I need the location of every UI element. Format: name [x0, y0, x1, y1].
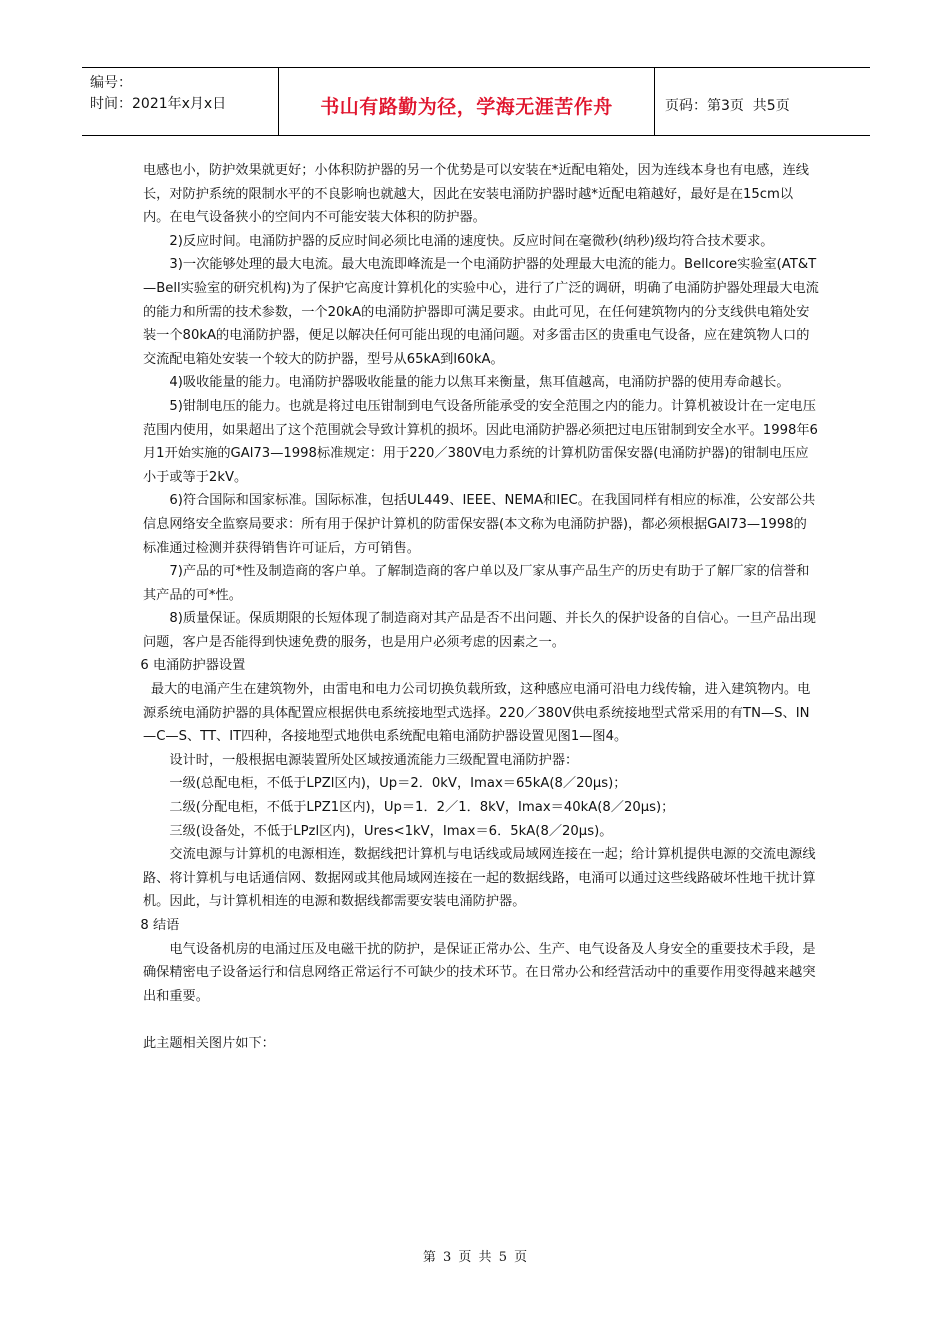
header-slogan: 书山有路勤为径，学海无涯苦作舟 [320, 96, 613, 118]
paragraph-design-intro: 设计时，一般根据电源装置所处区域按通流能力三级配置电涌防护器： [169, 752, 579, 768]
page-footer: 第 3 页 共 5 页 [422, 1250, 528, 1265]
header-page-number: 页码：第3页 共5页 [665, 98, 790, 114]
paragraph-surge-origin: 最大的电涌产生在建筑物外，由雷电和电力公司切换负载所致，这种感应电涌可沿电力线传输，进入建筑物内。电源系统电涌防护器的具体配置应根据供电系统接地型式选择。220／380V供电系统接地型式常采用的有TN—S、IN—C—S、TT、IT四种，各接地型式地供电系统配电箱电涌防护器设置见图1—图4。 [143, 682, 811, 745]
paragraph-response-time: 2)反应时间。电涌防护器的反应时间必须比电涌的速度快。反应时间在毫微秒(纳秒)级均符合技术要求。 [169, 233, 774, 249]
paragraph-data-lines: 交流电源与计算机的电源相连，数据线把计算机与电话线或局域网连接在一起；给计算机提供电源的交流电源线路、将计算机与电话通信网、数据网或其他局域网连接在一起的数据线路，电涌可以通过这些线路破坏性地干扰计算机。因此，与计算机相连的电源和数据线都需要安装电涌防护器。 [143, 847, 816, 910]
paragraph-conclusion: 电气设备机房的电涌过压及电磁干扰的防护，是保证正常办公、生产、电气设备及人身安全的重要技术手段，是确保精密电子设备运行和信息网络正常运行不可缺少的技术环节。在日常办公和经营活动中的重要作用变得越来越突出和重要。 [143, 941, 816, 1004]
page-header [82, 67, 870, 136]
section-heading-6: 6 电涌防护器设置 [140, 658, 246, 674]
section-heading-8: 8 结语 [140, 918, 180, 933]
paragraph-warranty: 8)质量保证。保质期限的长短体现了制造商对其产品是否不出问题、并长久的保护设备的自信心。一旦产品出现问题，客户是否能得到快速免费的服务，也是用户必须考虑的因素之一。 [143, 611, 816, 650]
list-item-level-1: 一级(总配电柜，不低于LPZl区内)，Up＝2．0kV，Imax＝65kA(8／20μs)； [169, 776, 627, 792]
list-item-level-2: 二级(分配电柜，不低于LPZ1区内)，Up＝1．2／1．8kV，Imax＝40kA(8／20μs)； [169, 800, 675, 816]
document-date-label: 时间：2021年x月x日 [90, 96, 227, 112]
header-page-cell [655, 68, 870, 135]
paragraph-spacer [143, 1008, 819, 1032]
paragraph-max-current: 3)一次能够处理的最大电流。最大电流即峰流是一个电涌防护器的处理最大电流的能力。Bellcore实验室(AT&T—Bell实验室的研究机构)为了保护它高度计算机化的实验中心，进行了广泛的调研，明确了电涌防护器处理最大电流的能力和所需的技术参数，一个20kA的电涌防护器即可满足要求。由此可见，在任何建筑物内的分支线供电箱处安装一个80kA的电涌防护器，便足以解决任何可能出现的电涌问题。对多雷击区的贵重电气设备，应在建筑物人口的交流配电箱处安装一个较大的防护器，型号从65kA到l60kA。 [143, 257, 819, 367]
list-item-level-3: 三级(设备处，不低于LPzl区内)，Ures<1kV，Imax＝6．5kA(8／20μs)。 [169, 823, 613, 839]
document-body [140, 159, 819, 1056]
related-images-caption: 此主题相关图片如下： [143, 1035, 275, 1051]
paragraph-standards: 6)符合国际和国家标准。国际标准，包括UL449、IEEE、NEMA和IEC。在我国同样有相应的标准，公安部公共信息网络安全监察局要求：所有用于保护计算机的防雷保安器(本文称为电涌防护器)，都必须根据GAl73—1998的标准通过检测并获得销售许可证后，方可销售。 [143, 493, 816, 556]
header-slogan-cell [279, 68, 655, 135]
paragraph-continued: 电感也小，防护效果就更好；小体积防护器的另一个优势是可以安装在*近配电箱处，因为连线本身也有电感，连线长，对防护系统的限制水平的不良影响也就越大，因此在安装电涌防护器时越*近配电箱越好，最好是在15cm以内。在电气设备狭小的空间内不可能安装大体积的防护器。 [143, 163, 809, 226]
header-meta-cell [82, 68, 279, 135]
document-number-label: 编号： [90, 75, 132, 91]
paragraph-clamping-voltage: 5)钳制电压的能力。也就是将过电压钳制到电气设备所能承受的安全范围之内的能力。计算机被设计在一定电压范围内使用，如果超出了这个范围就会导致计算机的损坏。因此电涌防护器必须把过电压钳制到安全水平。1998年6月1开始实施的GAl73—1998标准规定：用于220／380V电力系统的计算机防雷保安器(电涌防护器)的钳制电压应小于或等于2kV。 [143, 398, 818, 485]
paragraph-reliability: 7)产品的可*性及制造商的客户单。了解制造商的客户单以及厂家从事产品生产的历史有助于了解厂家的信誉和其产品的可*性。 [143, 564, 810, 603]
paragraph-energy-absorption: 4)吸收能量的能力。电涌防护器吸收能量的能力以焦耳来衡量，焦耳值越高，电涌防护器的使用寿命越长。 [169, 375, 790, 391]
